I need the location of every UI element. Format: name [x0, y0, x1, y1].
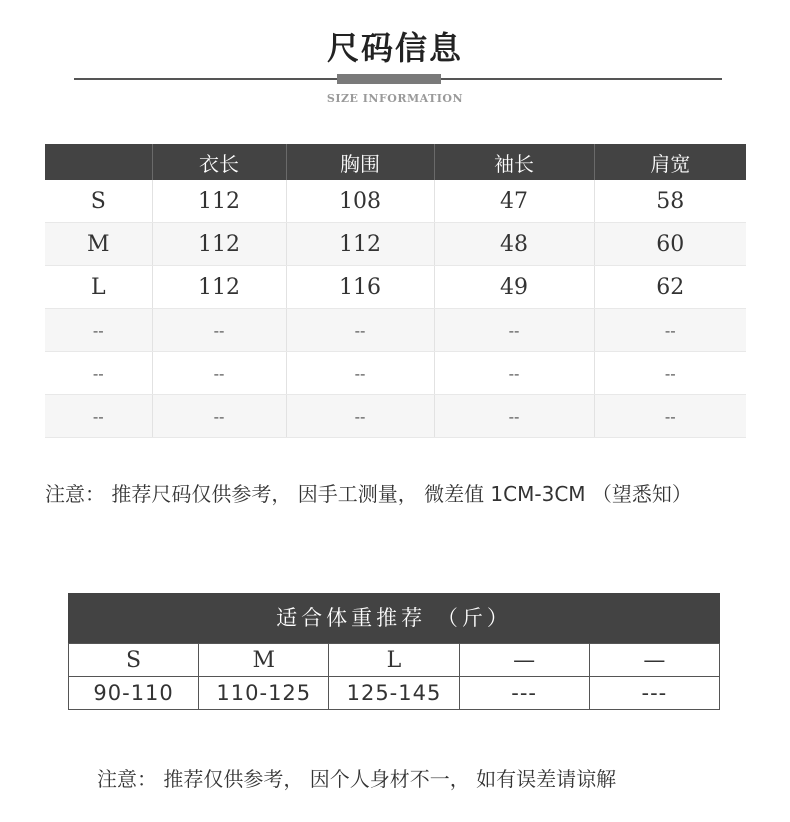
size-note: 注意： 推荐尺码仅供参考， 因手工测量， 微差值 1CM-3CM （望悉知）	[45, 482, 692, 506]
table-cell: --	[286, 395, 434, 438]
table-cell: 60	[594, 223, 746, 266]
table-cell: 62	[594, 266, 746, 309]
weight-value-row	[69, 677, 720, 710]
table-cell: 48	[434, 223, 594, 266]
header-cell-chest: 胸围	[286, 144, 434, 180]
weight-size-cell: L	[329, 644, 459, 677]
weight-table	[68, 643, 720, 710]
header-cell-shoulder: 肩宽	[594, 144, 746, 180]
table-cell: --	[152, 309, 286, 352]
table-cell: 58	[594, 180, 746, 223]
table-cell: L	[45, 266, 152, 309]
weight-size-row	[69, 644, 720, 677]
table-cell: 112	[152, 223, 286, 266]
table-row	[45, 395, 746, 438]
table-cell: --	[152, 352, 286, 395]
table-row	[45, 266, 746, 309]
header-cell-length: 衣长	[152, 144, 286, 180]
weight-value-cell: 90-110	[69, 677, 199, 710]
weight-value-cell: 125-145	[329, 677, 459, 710]
weight-table-title: 适合体重推荐 （斤）	[68, 593, 720, 643]
table-cell: --	[286, 352, 434, 395]
page-title: 尺码信息	[326, 29, 463, 67]
table-cell: --	[45, 309, 152, 352]
table-cell: --	[286, 309, 434, 352]
weight-value-cell: ---	[589, 677, 719, 710]
table-cell: --	[45, 395, 152, 438]
table-cell: --	[434, 352, 594, 395]
table-row	[45, 352, 746, 395]
weight-size-cell: —	[459, 644, 589, 677]
header-cell-size	[45, 144, 152, 180]
size-table	[45, 144, 746, 438]
weight-size-cell: M	[199, 644, 329, 677]
table-cell: --	[594, 352, 746, 395]
table-cell: 112	[152, 180, 286, 223]
table-cell: --	[434, 309, 594, 352]
weight-size-cell: —	[589, 644, 719, 677]
table-cell: 108	[286, 180, 434, 223]
table-cell: S	[45, 180, 152, 223]
page-subtitle: SIZE INFORMATION	[326, 92, 464, 105]
size-table-header	[45, 144, 746, 180]
table-cell: 116	[286, 266, 434, 309]
table-cell: --	[434, 395, 594, 438]
title-accent-bar	[337, 74, 441, 84]
weight-value-cell: 110-125	[199, 677, 329, 710]
weight-size-cell: S	[69, 644, 199, 677]
table-cell: 49	[434, 266, 594, 309]
table-cell: M	[45, 223, 152, 266]
table-row	[45, 180, 746, 223]
weight-recommendation	[68, 593, 720, 710]
table-cell: --	[594, 309, 746, 352]
table-row	[45, 223, 746, 266]
table-cell: --	[45, 352, 152, 395]
weight-note: 注意： 推荐仅供参考， 因个人身材不一， 如有误差请谅解	[97, 767, 617, 791]
weight-value-cell: ---	[459, 677, 589, 710]
table-cell: 47	[434, 180, 594, 223]
table-cell: 112	[286, 223, 434, 266]
table-cell: --	[152, 395, 286, 438]
header-cell-sleeve: 袖长	[434, 144, 594, 180]
table-row	[45, 309, 746, 352]
table-cell: 112	[152, 266, 286, 309]
table-cell: --	[594, 395, 746, 438]
